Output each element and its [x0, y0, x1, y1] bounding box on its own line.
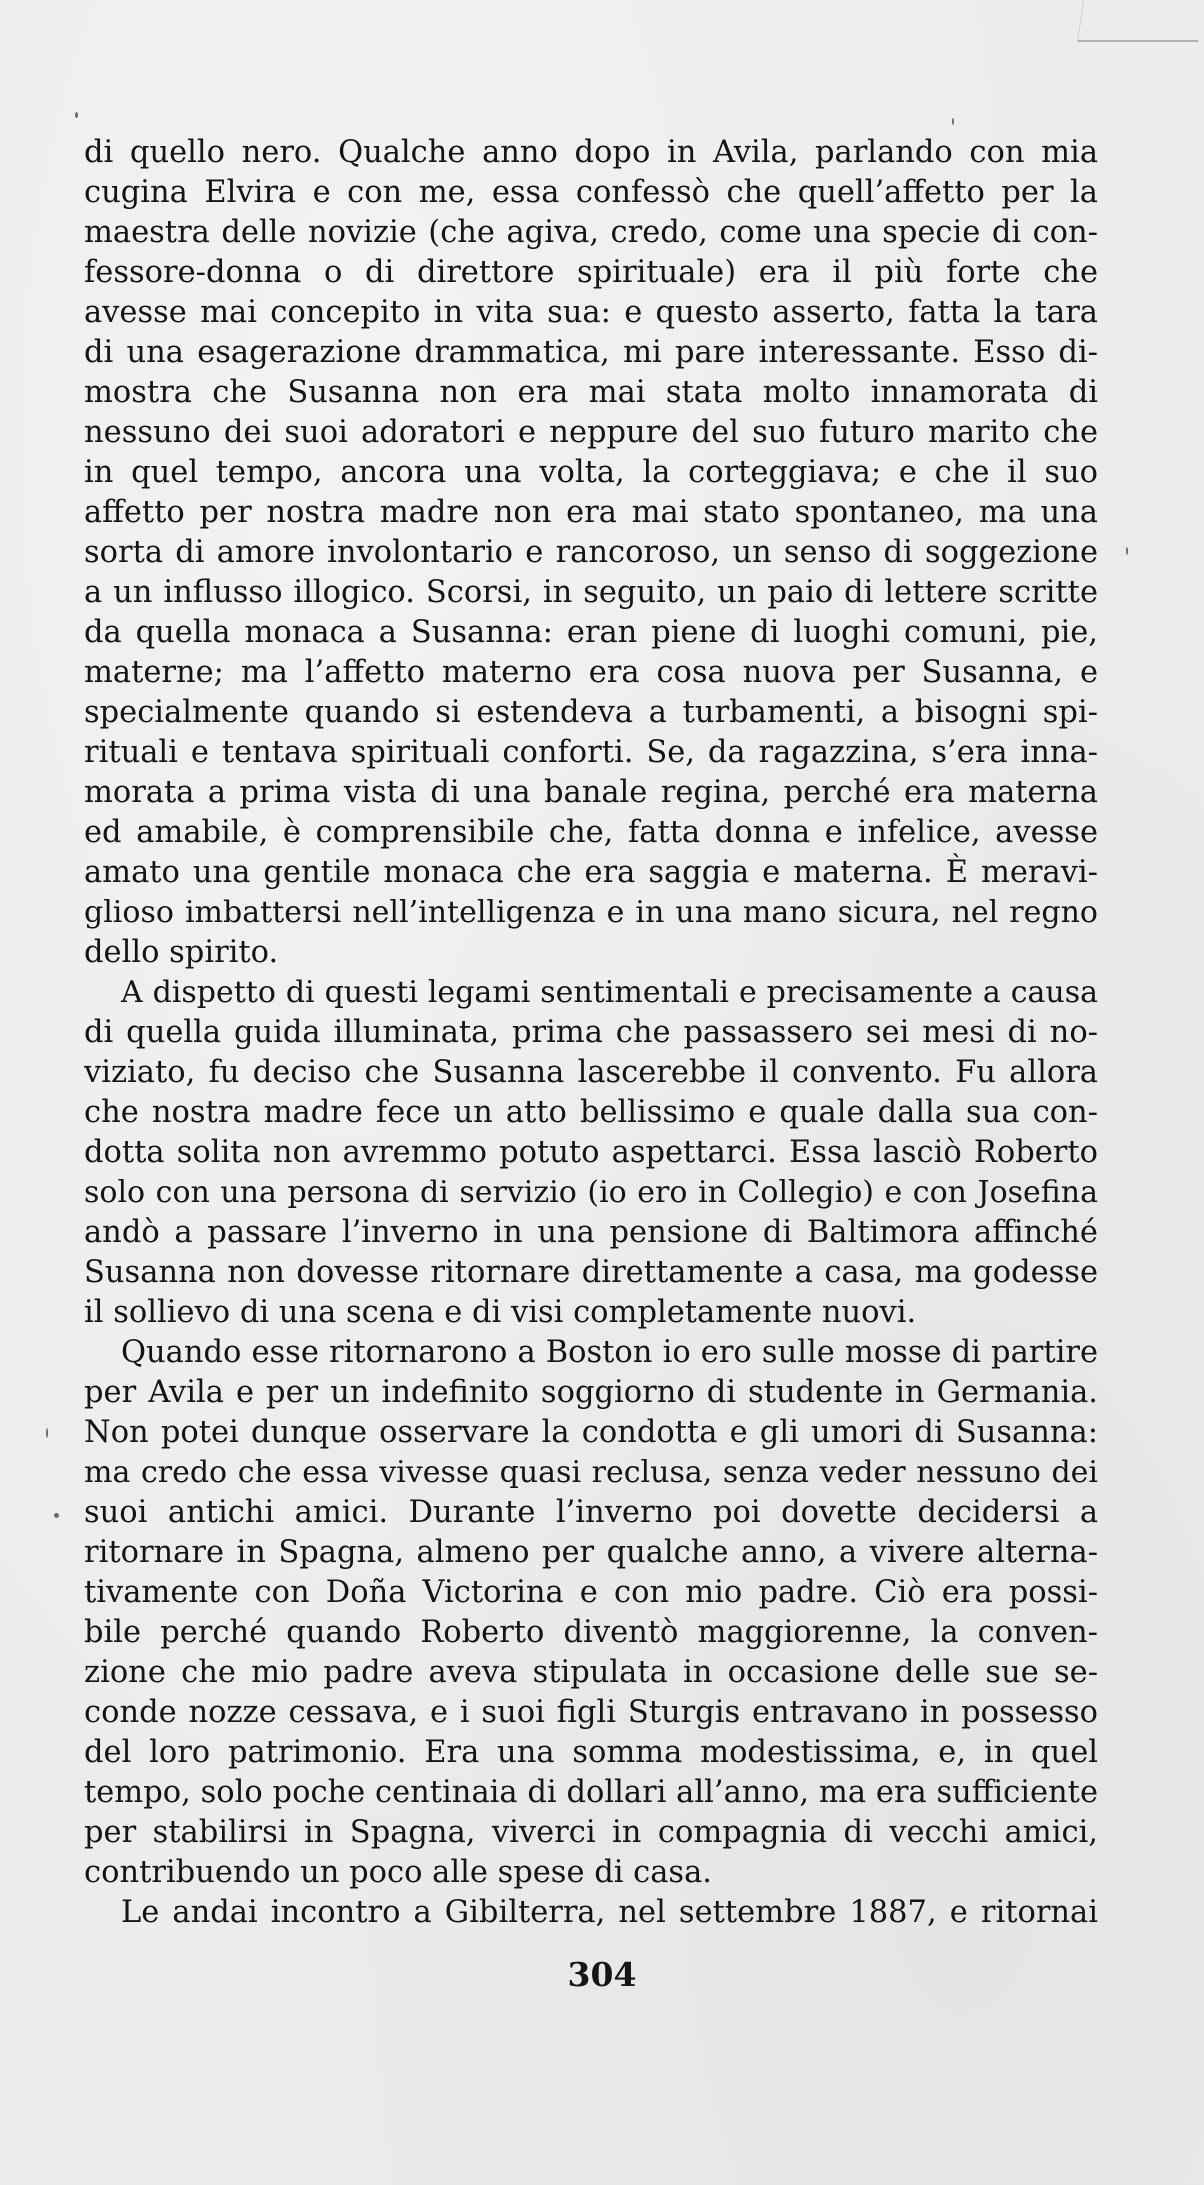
- text-line: Quando esse ritornarono a Boston io ero sulle mosse di partire: [121, 1335, 1098, 1370]
- text-line: A dispetto di questi legami sentimentali e precisamente a causa: [121, 975, 1098, 1010]
- text-line: in quel tempo, ancora una volta, la corteggiava; e che il suo: [84, 455, 1098, 490]
- paragraph: [84, 1333, 1098, 1893]
- text-line: mostra che Susanna non era mai stata molto innamorata di: [84, 375, 1098, 410]
- text-line: contribuendo un poco alle spese di casa.: [84, 1855, 712, 1890]
- text-line: di una esagerazione drammatica, mi pare interessante. Esso di-: [84, 335, 1098, 370]
- text-line: di quella guida illuminata, prima che passassero sei mesi di no-: [84, 1015, 1098, 1050]
- text-line: per Avila e per un indefinito soggiorno di studente in Germania.: [84, 1375, 1098, 1410]
- text-line: tivamente con Doña Victorina e con mio padre. Ciò era possi-: [84, 1575, 1098, 1610]
- text-line: affetto per nostra madre non era mai stato spontaneo, ma una: [84, 495, 1098, 530]
- text-line: da quella monaca a Susanna: eran piene di luoghi comuni, pie,: [84, 615, 1098, 650]
- text-line: Le andai incontro a Gibilterra, nel settembre 1887, e ritornai: [121, 1895, 1098, 1930]
- text-line: il sollievo di una scena e di visi completamente nuovi.: [84, 1295, 917, 1330]
- text-line: glioso imbattersi nell’intelligenza e in una mano sicura, nel regno: [84, 895, 1098, 930]
- page-number: 304: [567, 1955, 637, 1994]
- text-line: che nostra madre fece un atto bellissimo e quale dalla sua con-: [84, 1095, 1098, 1130]
- text-line: rituali e tentava spirituali conforti. Se, da ragazzina, s’era inna-: [84, 735, 1098, 770]
- paper-speck: [75, 112, 78, 118]
- text-line: cugina Elvira e con me, essa confessò che quell’affetto per la: [84, 175, 1098, 210]
- text-line: sorta di amore involontario e rancoroso, un senso di soggezione: [84, 535, 1098, 570]
- text-line: ma credo che essa vivesse quasi reclusa, senza veder nessuno dei: [84, 1455, 1098, 1490]
- paragraph: [84, 133, 1098, 973]
- text-line: maestra delle novizie (che agiva, credo, come una specie di con-: [84, 215, 1098, 250]
- text-line: Susanna non dovesse ritornare direttamente a casa, ma godesse: [84, 1255, 1098, 1290]
- paragraph: [84, 973, 1098, 1333]
- text-line: andò a passare l’inverno in una pensione di Baltimora affinché: [84, 1215, 1098, 1250]
- text-line: solo con una persona di servizio (io ero in Collegio) e con Josefina: [84, 1175, 1098, 1210]
- text-line: per stabilirsi in Spagna, viverci in compagnia di vecchi amici,: [84, 1815, 1098, 1850]
- paper-speck: [46, 1428, 48, 1438]
- text-line: morata a prima vista di una banale regina, perché era materna: [84, 775, 1098, 810]
- body-text: [84, 133, 1098, 1933]
- text-line: dello spirito.: [84, 935, 279, 970]
- text-line: fessore-donna o di direttore spirituale) era il più forte che: [84, 255, 1098, 290]
- text-line: viziato, fu deciso che Susanna lascerebbe il convento. Fu allora: [84, 1055, 1098, 1090]
- text-line: zione che mio padre aveva stipulata in occasione delle sue se-: [84, 1655, 1098, 1690]
- text-line: ritornare in Spagna, almeno per qualche anno, a vivere alterna-: [84, 1535, 1098, 1570]
- text-line: ed amabile, è comprensibile che, fatta donna e infelice, avesse: [84, 815, 1098, 850]
- text-line: tempo, solo poche centinaia di dollari all’anno, ma era sufficiente: [84, 1775, 1098, 1810]
- paper-speck: [952, 118, 954, 125]
- page-corner-fold: [1077, 0, 1204, 42]
- text-line: nessuno dei suoi adoratori e neppure del suo futuro marito che: [84, 415, 1098, 450]
- paper-speck: [54, 1513, 59, 1518]
- paragraph: [84, 1893, 1098, 1933]
- text-line: materne; ma l’affetto materno era cosa nuova per Susanna, e: [84, 655, 1098, 690]
- text-line: specialmente quando si estendeva a turbamenti, a bisogni spi-: [84, 695, 1098, 730]
- text-line: bile perché quando Roberto diventò maggiorenne, la conven-: [84, 1615, 1098, 1650]
- text-line: dotta solita non avremmo potuto aspettarci. Essa lasciò Roberto: [84, 1135, 1098, 1170]
- text-line: Non potei dunque osservare la condotta e gli umori di Susanna:: [84, 1415, 1098, 1450]
- text-line: suoi antichi amici. Durante l’inverno poi dovette decidersi a: [84, 1495, 1098, 1530]
- text-line: amato una gentile monaca che era saggia e materna. È meravi-: [84, 855, 1098, 890]
- text-line: di quello nero. Qualche anno dopo in Avila, parlando con mia: [84, 135, 1098, 170]
- text-line: a un influsso illogico. Scorsi, in seguito, un paio di lettere scritte: [84, 575, 1098, 610]
- paper-speck: [1126, 547, 1128, 555]
- text-line: del loro patrimonio. Era una somma modestissima, e, in quel: [84, 1735, 1098, 1770]
- text-line: avesse mai concepito in vita sua: e questo asserto, fatta la tara: [84, 295, 1098, 330]
- text-line: conde nozze cessava, e i suoi figli Sturgis entravano in possesso: [84, 1695, 1098, 1730]
